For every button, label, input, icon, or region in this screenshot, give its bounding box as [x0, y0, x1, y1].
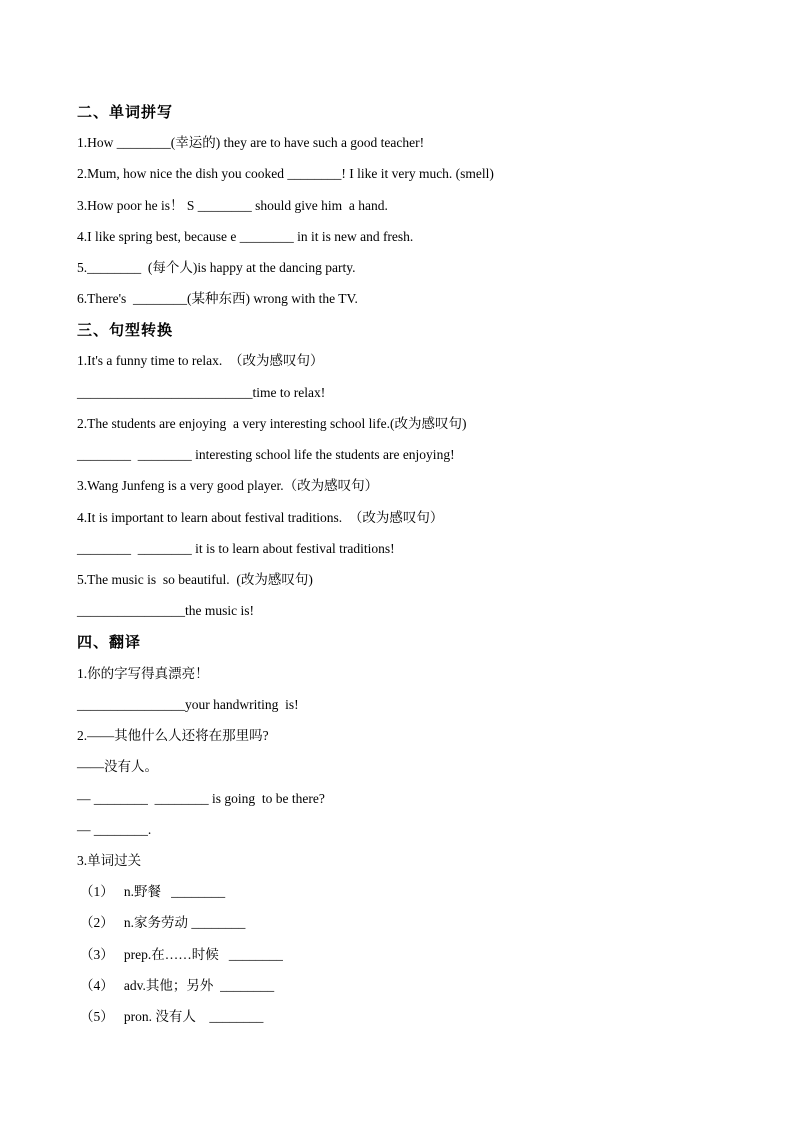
section-heading-translation: 四、翻译: [77, 633, 142, 651]
transform-line-8: 5.The music is so beautiful. (改为感叹句): [77, 572, 313, 587]
spelling-item-3: 3.How poor he is！ S ________ should give him a hand.: [77, 198, 388, 213]
spelling-item-4: 4.I like spring best, because e ________ in it is new and fresh.: [77, 229, 414, 244]
transform-line-9: ________________the music is!: [77, 603, 254, 618]
translation-line-5: — ________ ________ is going to be there?: [77, 791, 325, 806]
spelling-item-2: 2.Mum, how nice the dish you cooked ________! I like it very much. (smell): [77, 166, 494, 181]
transform-line-5: 3.Wang Junfeng is a very good player.（改为感叹句）: [77, 478, 379, 493]
vocab-title: 3.单词过关: [77, 853, 142, 868]
section-heading-spelling: 二、单词拼写: [77, 103, 174, 121]
vocab-item-2: （2） n.家务劳动 ________: [80, 915, 246, 930]
section-heading-transform: 三、句型转换: [77, 321, 174, 339]
translation-line-2: ________________your handwriting is!: [77, 697, 299, 712]
translation-line-3: 2.——其他什么人还将在那里吗?: [77, 728, 269, 743]
transform-line-3: 2.The students are enjoying a very interesting school life.(改为感叹句): [77, 416, 467, 431]
transform-line-1: 1.It's a funny time to relax. （改为感叹句）: [77, 353, 324, 368]
spelling-item-6: 6.There's ________(某种东西) wrong with the TV.: [77, 291, 358, 306]
vocab-item-3: （3） prep.在……时候 ________: [80, 947, 283, 962]
translation-line-6: — ________.: [77, 822, 152, 837]
translation-line-1: 1.你的字写得真漂亮！: [77, 666, 209, 681]
spelling-item-5: 5.________ (每个人)is happy at the dancing party.: [77, 260, 356, 275]
transform-line-7: ________ ________ it is to learn about festival traditions!: [77, 541, 395, 556]
transform-line-2: __________________________time to relax!: [77, 385, 326, 400]
vocab-item-5: （5） pron. 没有人 ________: [80, 1009, 264, 1024]
spelling-item-1: 1.How ________(幸运的) they are to have such a good teacher!: [77, 135, 425, 150]
vocab-item-4: （4） adv.其他；另外 ________: [80, 978, 275, 993]
transform-line-6: 4.It is important to learn about festival traditions. （改为感叹句）: [77, 510, 444, 525]
translation-line-4: ——没有人。: [77, 759, 158, 774]
vocab-item-1: （1） n.野餐 ________: [80, 884, 226, 899]
transform-line-4: ________ ________ interesting school life the students are enjoying!: [77, 447, 455, 462]
